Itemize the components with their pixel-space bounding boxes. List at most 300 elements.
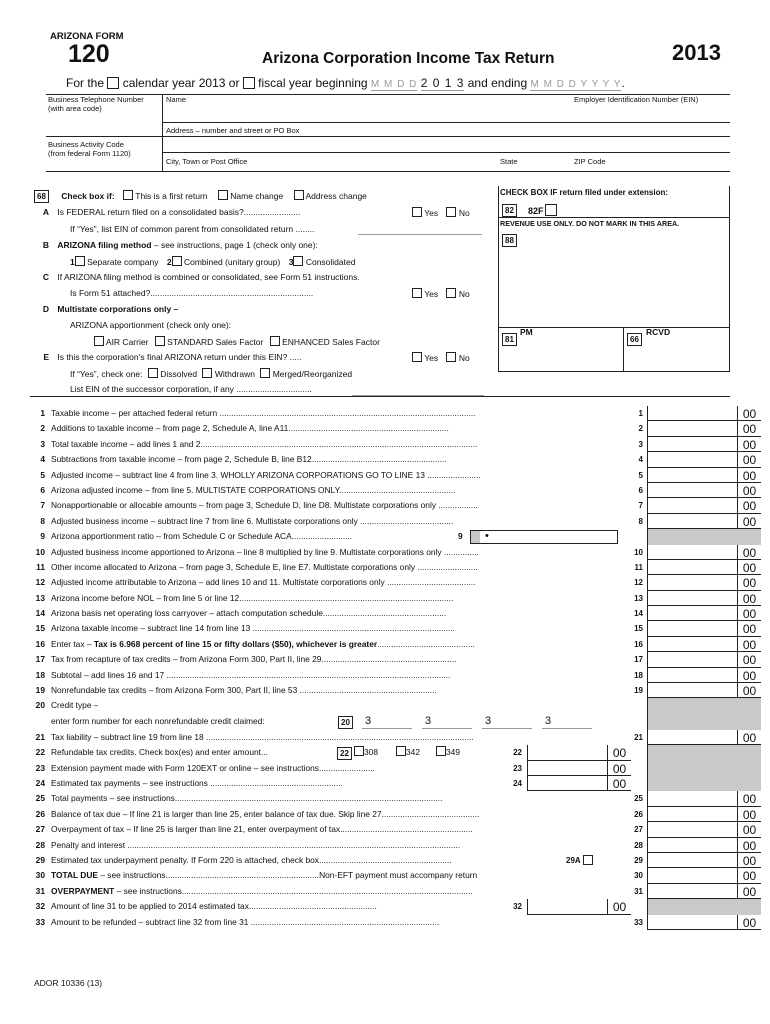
line-16-amount-input[interactable]: [647, 637, 761, 652]
first-return-checkbox[interactable]: [123, 190, 133, 200]
line-32-cents: 00: [607, 899, 631, 913]
credit-342-checkbox[interactable]: [396, 746, 406, 756]
credit-342-option: [396, 745, 420, 760]
item-b-text2: – see instructions, page 1 (check only one):: [151, 240, 318, 250]
income-lines: [30, 406, 757, 930]
line-15-cents: 00: [737, 621, 761, 635]
line-9-number: 9: [458, 531, 463, 542]
line-row-33: [30, 915, 757, 930]
a-no-checkbox[interactable]: [446, 207, 456, 217]
line-29-amount-input[interactable]: [647, 853, 761, 868]
successor-ein-input[interactable]: [352, 382, 484, 395]
line-27-amount-input[interactable]: [647, 822, 761, 837]
line-29a-label: 29A: [566, 855, 581, 865]
line-number-box: 25: [634, 794, 643, 804]
zip-label: ZIP Code: [574, 157, 606, 166]
line-33-amount-input[interactable]: [647, 915, 761, 930]
line-row-21: [30, 730, 757, 745]
line-2-cents: 00: [737, 421, 761, 435]
a-yes-label: Yes: [424, 208, 439, 218]
end-date-field[interactable]: M M D D Y Y Y Y: [530, 79, 622, 90]
line-25-text: Total payments – see instructions...................................................................................................................: [51, 793, 443, 804]
credit-349-option: [436, 745, 460, 760]
separate-company-label: Separate company: [87, 257, 159, 267]
item-b-letter: B: [42, 240, 49, 250]
line-row-29: [30, 853, 757, 868]
line-row-10: [30, 545, 757, 560]
line-number: 19: [35, 685, 45, 696]
c-yes-checkbox[interactable]: [412, 288, 422, 298]
first-return-label: This is a first return: [135, 191, 208, 201]
line-13-cents: 00: [737, 591, 761, 605]
check-box-if-label: Check box if:: [61, 191, 115, 201]
line-number-box: 14: [634, 609, 643, 619]
credit-form-input-3[interactable]: 3: [482, 715, 532, 729]
line-row-3: [30, 437, 757, 452]
line-18-text: Subtotal – add lines 16 and 17 ..........................................................................................................................: [51, 669, 451, 680]
line-24-number: 24: [513, 778, 522, 788]
revenue-use-label: REVENUE USE ONLY. DO NOT MARK IN THIS AREA.: [500, 219, 680, 228]
line-33-cents: 00: [737, 915, 761, 929]
code-88: 88: [502, 230, 517, 248]
line-number-box: 1: [638, 409, 643, 418]
line-number: 3: [40, 438, 45, 449]
line-9-shade: [471, 531, 480, 543]
line-24-shaded: [647, 776, 761, 791]
line-row-22: [30, 745, 735, 760]
line-number: 4: [40, 454, 45, 465]
line-19-amount-input[interactable]: [647, 683, 761, 698]
footer-code: ADOR 10336 (13): [34, 978, 103, 988]
item-a-letter: A: [42, 207, 49, 217]
line-row-18: [30, 668, 757, 683]
line-1-amount-input[interactable]: [647, 406, 761, 421]
line-31-text: OVERPAYMENT – see instructions.............................................................................................................................: [51, 885, 473, 896]
line-23-text: Extension payment made with Form 120EXT or online – see instructions........................: [51, 762, 375, 773]
e-no-label: No: [458, 353, 470, 363]
line-16-cents: 00: [737, 637, 761, 651]
credit-349-label: 349: [446, 747, 460, 758]
line-30-cents: 00: [737, 868, 761, 882]
phone-label: Business Telephone Number (with area code): [48, 95, 144, 113]
line-1-text: Taxable income – per attached federal return ..............................................................................................................: [51, 408, 476, 418]
line-number: 17: [35, 654, 45, 665]
separate-company-checkbox[interactable]: [75, 256, 85, 266]
line-number: 24: [35, 777, 45, 788]
line-number-box: 7: [638, 501, 643, 511]
line-number-box: 17: [634, 655, 643, 665]
line-15-amount-input[interactable]: [647, 621, 761, 636]
combined-label: Combined (unitary group): [183, 257, 281, 267]
line-31-cents: 00: [737, 884, 761, 898]
line-number-box: 27: [634, 825, 643, 835]
line-6-amount-input[interactable]: [647, 483, 761, 498]
credit-342-label: 342: [406, 747, 420, 758]
line-31-text-bold: OVERPAYMENT: [51, 885, 115, 896]
line-number: 12: [35, 577, 45, 588]
line-8-amount-input[interactable]: [647, 514, 761, 529]
ein-label: Employer Identification Number (EIN): [574, 95, 699, 104]
pm-label: PM: [520, 327, 533, 337]
item-b-text: ARIZONA filing method: [57, 240, 152, 250]
standard-sales-checkbox[interactable]: [155, 336, 165, 346]
line-29-cents: 00: [737, 853, 761, 867]
address-input[interactable]: [166, 137, 726, 151]
form-number: 120: [68, 40, 110, 68]
line-17-cents: 00: [737, 652, 761, 666]
code-68: 68: [34, 190, 49, 203]
line-number: 28: [35, 839, 45, 850]
dissolved-label: Dissolved: [160, 369, 198, 379]
line-7-text: Nonapportionable or allocable amounts – from page 3, Schedule D, line D8. Multistate corporations only .................: [51, 500, 478, 511]
line-14-amount-input[interactable]: [647, 606, 761, 621]
line-number-box: 21: [634, 732, 643, 742]
form-label: ARIZONA FORM: [50, 31, 124, 42]
address-change-label: Address change: [305, 191, 367, 201]
line-20b-shaded: [647, 714, 761, 730]
code-66: 66: [627, 329, 642, 347]
line-30-bold: TOTAL DUE: [51, 870, 98, 881]
air-carrier-checkbox[interactable]: [94, 336, 104, 346]
line-5-text: Adjusted income – subtract line 4 from line 3. WHOLLY ARIZONA CORPORATIONS GO TO LINE 13 .......................: [51, 469, 481, 480]
line-9-shaded: [647, 529, 761, 544]
line-number: 33: [35, 916, 45, 927]
line-5-amount-input[interactable]: [647, 468, 761, 483]
line-number-box: 33: [634, 917, 643, 927]
extension-checkbox[interactable]: [545, 204, 557, 216]
decimal-dot: •: [485, 530, 489, 543]
page-title: Arizona Corporation Income Tax Return: [262, 50, 555, 67]
line-25-amount-input[interactable]: [647, 791, 761, 806]
line-number: 16: [35, 638, 45, 649]
line-number: 27: [35, 824, 45, 835]
parent-ein-input[interactable]: [358, 221, 482, 234]
code-82: 82: [502, 200, 517, 218]
fiscal-year-checkbox[interactable]: [243, 77, 255, 89]
item-d-text: Multistate corporations only –: [57, 304, 179, 314]
line-row-20b: [30, 714, 735, 730]
line-12-amount-input[interactable]: [647, 575, 761, 590]
line-25-cents: 00: [737, 791, 761, 805]
state-label: State: [500, 157, 518, 166]
line-30-tail: Non-EFT payment must accompany return: [319, 870, 478, 881]
line-number-box: 11: [634, 562, 643, 572]
name-change-checkbox[interactable]: [218, 190, 228, 200]
line-20-text: Credit type –: [51, 700, 99, 711]
line-number: 25: [35, 793, 45, 804]
line-number: 18: [35, 669, 45, 680]
line-17-amount-input[interactable]: [647, 652, 761, 667]
line-number-box: 4: [638, 455, 643, 465]
line-5-cents: 00: [737, 468, 761, 482]
line-number: 5: [40, 469, 45, 480]
line-number: 23: [35, 762, 45, 773]
merged-label: Merged/Reorganized: [272, 369, 353, 379]
line-30-text: TOTAL DUE – see instructions..................................................................Non-EFT payment must accompany return: [51, 870, 478, 881]
line-26-text: Balance of tax due – If line 21 is larger than line 25, enter balance of tax due. Skip line 27..........................................: [51, 808, 480, 819]
line-17-text: Tax from recapture of tax credits – from Arizona Form 300, Part II, line 29..........................................................: [51, 654, 457, 665]
dissolved-checkbox[interactable]: [148, 368, 158, 378]
merged-checkbox[interactable]: [260, 368, 270, 378]
line-21-cents: 00: [737, 730, 761, 744]
code-20: 20: [338, 716, 353, 729]
line-number-box: 19: [634, 686, 643, 696]
e-yes-checkbox[interactable]: [412, 352, 422, 362]
line-number: 1: [40, 408, 45, 418]
line-number: 20: [35, 700, 45, 711]
item-e-sub: If “Yes”, check one:: [70, 369, 143, 379]
code-81: 81: [502, 329, 517, 347]
extension-label: CHECK BOX IF return filed under extension:: [500, 188, 669, 197]
line-row-24: [30, 776, 735, 791]
line-row-7: [30, 498, 757, 514]
line-row-8: [30, 514, 757, 529]
line-10-text: Adjusted business income apportioned to Arizona – line 8 multiplied by line 9. Multistate corporations only ...............: [51, 546, 479, 557]
line-row-26: [30, 807, 757, 822]
ein-input[interactable]: [574, 106, 724, 122]
line-22-number: 22: [513, 748, 522, 758]
period-line: For the calendar year 2013 or fiscal year beginning M M D D 2 0 1 3 and ending M M D D Y Y Y Y.: [66, 76, 625, 90]
line-8-text: Adjusted business income – subtract line 7 from line 6. Multistate corporations only ........................................: [51, 515, 454, 526]
line-number-box: 26: [634, 809, 643, 819]
line-20-sub: enter form number for each nonrefundable credit claimed:: [51, 715, 265, 726]
city-label: City, Town or Post Office: [166, 157, 248, 166]
line-row-13: [30, 591, 757, 606]
line-number-box: 6: [638, 485, 643, 495]
line-21-amount-input[interactable]: [647, 730, 761, 745]
a-no-label: No: [458, 208, 470, 218]
standard-sales-label: STANDARD Sales Factor: [167, 337, 264, 347]
item-a-sub: If “Yes”, list EIN of common parent from consolidated return ........: [70, 224, 315, 234]
line-8-cents: 00: [737, 514, 761, 528]
line-23-number: 23: [513, 763, 522, 773]
line-16-text-bold: Tax is 6.968 percent of line 15 or fifty dollars ($50), whichever is greater: [93, 638, 378, 649]
rcvd-label: RCVD: [646, 327, 671, 337]
line-row-27: [30, 822, 757, 838]
line-number-box: 8: [638, 516, 643, 526]
e-no-checkbox[interactable]: [446, 352, 456, 362]
line-row-5: [30, 468, 757, 483]
line-29-text: Estimated tax underpayment penalty. If Form 220 is attached, check box.........................................................: [51, 854, 452, 865]
line-number: 29: [35, 854, 45, 865]
line-32-amount-input[interactable]: [527, 899, 631, 914]
item-c-sub: Is Form 51 attached?.....................................................................: [70, 288, 314, 298]
name-change-label: Name change: [230, 191, 284, 201]
line-number: 32: [35, 901, 45, 912]
line-number-box: 5: [638, 470, 643, 480]
item-e-sub2: List EIN of the successor corporation, if any ................................: [70, 384, 312, 394]
line-32-number: 32: [513, 902, 522, 912]
line-number-box: 28: [634, 840, 643, 850]
line-number: 26: [35, 808, 45, 819]
consolidated-checkbox[interactable]: [293, 256, 303, 266]
activity-code-label: Business Activity Code (from federal Form 1120): [48, 140, 131, 158]
line-31-amount-input[interactable]: [647, 884, 761, 899]
line-24-cents: 00: [607, 776, 631, 790]
phone-input[interactable]: [48, 116, 158, 134]
line-row-31: [30, 884, 757, 899]
line-number: 30: [35, 870, 45, 881]
line-row-2: [30, 421, 757, 437]
line-28-amount-input[interactable]: [647, 838, 761, 853]
item-e-letter: E: [43, 352, 49, 362]
line-number: 22: [35, 747, 45, 758]
calendar-year-checkbox[interactable]: [107, 77, 119, 89]
line-number-box: 10: [634, 547, 643, 557]
line-22-amount-input[interactable]: [527, 745, 631, 760]
line-row-11: [30, 560, 757, 575]
line-7-cents: 00: [737, 498, 761, 512]
c-no-label: No: [458, 289, 470, 299]
line-number-box: 3: [638, 439, 643, 449]
line-number: 2: [40, 423, 45, 434]
line-12-text: Adjusted income attributable to Arizona – add lines 10 and 11. Multistate corporations only ......................................: [51, 577, 476, 588]
line-14-text: Arizona basis net operating loss carryover – attach computation schedule.....................................................: [51, 608, 447, 619]
line-2-amount-input[interactable]: [647, 421, 761, 436]
line-7-amount-input[interactable]: [647, 498, 761, 513]
line-30-amount-input[interactable]: [647, 868, 761, 883]
code-22: 22: [337, 747, 352, 760]
line-24-amount-input[interactable]: [527, 776, 631, 791]
credit-form-input-1[interactable]: 3: [362, 715, 412, 729]
begin-month-day-field[interactable]: M M D D: [370, 79, 418, 90]
begin-year-field[interactable]: 2 0 1 3: [420, 76, 465, 90]
line-row-19: [30, 683, 757, 699]
address-label: Address – number and street or PO Box: [166, 126, 300, 135]
line-18-cents: 00: [737, 668, 761, 682]
line-number-box: 29: [634, 855, 643, 865]
line-13-amount-input[interactable]: [647, 591, 761, 606]
credit-form-input-4[interactable]: 3: [542, 715, 592, 729]
line-row-1: [30, 406, 757, 421]
line-row-14: [30, 606, 757, 622]
line-2-text: Additions to taxable income – from page 2, Schedule A, line A11.....................................................................: [51, 423, 449, 434]
c-no-checkbox[interactable]: [446, 288, 456, 298]
name-label: Name: [166, 95, 187, 104]
line-row-9: [30, 529, 735, 544]
line-22-text: Refundable tax credits. Check box(es) and enter amount...: [51, 747, 268, 758]
line-1-cents: 00: [737, 406, 761, 420]
line-row-15: [30, 621, 757, 637]
line-18-amount-input[interactable]: [647, 668, 761, 683]
tax-year: 2013: [672, 40, 721, 65]
credit-308-checkbox[interactable]: [354, 746, 364, 756]
line-11-text: Other income allocated to Arizona – from page 3, Schedule E, line E7. Multistate corporations only ..........................: [51, 561, 478, 572]
line-10-amount-input[interactable]: [647, 545, 761, 560]
line-number-box: 31: [634, 886, 643, 896]
withdrawn-checkbox[interactable]: [202, 368, 212, 378]
line-number: 13: [35, 592, 45, 603]
line-23-shaded: [647, 761, 761, 776]
line-row-25: [30, 791, 757, 807]
and-ending-label: and ending: [467, 76, 528, 90]
line-22-shaded: [647, 745, 761, 760]
line-number-box: 30: [634, 871, 643, 881]
combined-checkbox[interactable]: [172, 256, 182, 266]
line-9-ratio-input[interactable]: [470, 530, 618, 544]
line-number: 10: [35, 546, 45, 557]
line-number: 6: [40, 484, 45, 495]
fiscal-year-label: fiscal year beginning: [258, 76, 368, 90]
code-82f: 82F: [528, 204, 557, 216]
line-20-shaded: [647, 698, 761, 713]
line-32-shaded: [647, 899, 761, 914]
line-number: 31: [35, 885, 45, 896]
line-11-amount-input[interactable]: [647, 560, 761, 575]
line-number: 14: [35, 608, 45, 619]
c-yes-label: Yes: [424, 289, 439, 299]
line-row-6: [30, 483, 757, 498]
credit-308-label: 308: [364, 747, 378, 758]
line-16-text: Enter tax – Tax is 6.968 percent of line 15 or fifty dollars ($50), whichever is greater..........................................: [51, 638, 475, 649]
line-4-amount-input[interactable]: [647, 452, 761, 467]
line-row-4: [30, 452, 757, 468]
line-23-amount-input[interactable]: [527, 761, 631, 776]
line-10-cents: 00: [737, 545, 761, 559]
line-number-box: 2: [638, 424, 643, 434]
line-3-amount-input[interactable]: [647, 437, 761, 452]
withdrawn-label: Withdrawn: [214, 369, 255, 379]
line-row-28: [30, 838, 757, 853]
line-4-text: Subtractions from taxable income – from page 2, Schedule B, line B12..........................................................: [51, 454, 447, 465]
line-number: 21: [35, 731, 45, 742]
line-number-box: 15: [634, 624, 643, 634]
line-number-box: 13: [634, 593, 643, 603]
line-number: 7: [40, 500, 45, 511]
calendar-year-label: calendar year 2013 or: [122, 76, 240, 90]
line-row-32: [30, 899, 735, 914]
line-number: 9: [40, 531, 45, 542]
line-19-text: Nonrefundable tax credits – from Arizona Form 300, Part II, line 53 ...........................................................: [51, 685, 437, 696]
line-28-cents: 00: [737, 838, 761, 852]
line-12-cents: 00: [737, 575, 761, 589]
line-19-cents: 00: [737, 683, 761, 697]
line-row-12: [30, 575, 757, 591]
penalty-220-checkbox[interactable]: [583, 855, 593, 865]
a-yes-checkbox[interactable]: [412, 207, 422, 217]
line-number-box: 12: [634, 578, 643, 588]
line-row-20: [30, 698, 735, 713]
air-carrier-label: AIR Carrier: [105, 337, 149, 347]
line-33-text: Amount to be refunded – subtract line 32 from line 31 .................................................................................: [51, 916, 440, 927]
for-the-label: For the: [66, 76, 105, 90]
line-21-text: Tax liability – subtract line 19 from line 18 ...................................................................................................................: [51, 731, 474, 742]
line-13-text: Arizona income before NOL – from line 5 or line 12............................................................................................: [51, 592, 454, 603]
address-change-checkbox[interactable]: [294, 190, 304, 200]
line-row-23: [30, 761, 735, 776]
line-number-box: 16: [634, 639, 643, 649]
line-32-text: Amount of line 31 to be applied to 2014 estimated tax.......................................................: [51, 901, 377, 912]
item-a-text: Is FEDERAL return filed on a consolidated basis?........................: [57, 207, 301, 217]
line-14-cents: 00: [737, 606, 761, 620]
line-26-amount-input[interactable]: [647, 807, 761, 822]
e-yes-label: Yes: [424, 353, 439, 363]
line-number-box: 18: [634, 670, 643, 680]
line-11-cents: 00: [737, 560, 761, 574]
line-9-text: Arizona apportionment ratio – from Schedule C or Schedule ACA..........................: [51, 531, 353, 542]
line-4-cents: 00: [737, 452, 761, 466]
enhanced-sales-checkbox[interactable]: [270, 336, 280, 346]
item-c-letter: C: [42, 272, 49, 282]
item-d-sub: ARIZONA apportionment (check only one):: [70, 320, 232, 330]
credit-349-checkbox[interactable]: [436, 746, 446, 756]
name-input[interactable]: [166, 106, 566, 122]
line-27-text: Overpayment of tax – If line 25 is larger than line 21, enter overpayment of tax.........................................................: [51, 824, 473, 835]
item-e-text: Is this the corporation’s final ARIZONA return under this EIN? .....: [57, 352, 302, 362]
item-c-text: If ARIZONA filing method is combined or consolidated, see Form 51 instructions.: [57, 272, 360, 282]
credit-form-input-2[interactable]: 3: [422, 715, 472, 729]
line-number: 15: [35, 623, 45, 634]
